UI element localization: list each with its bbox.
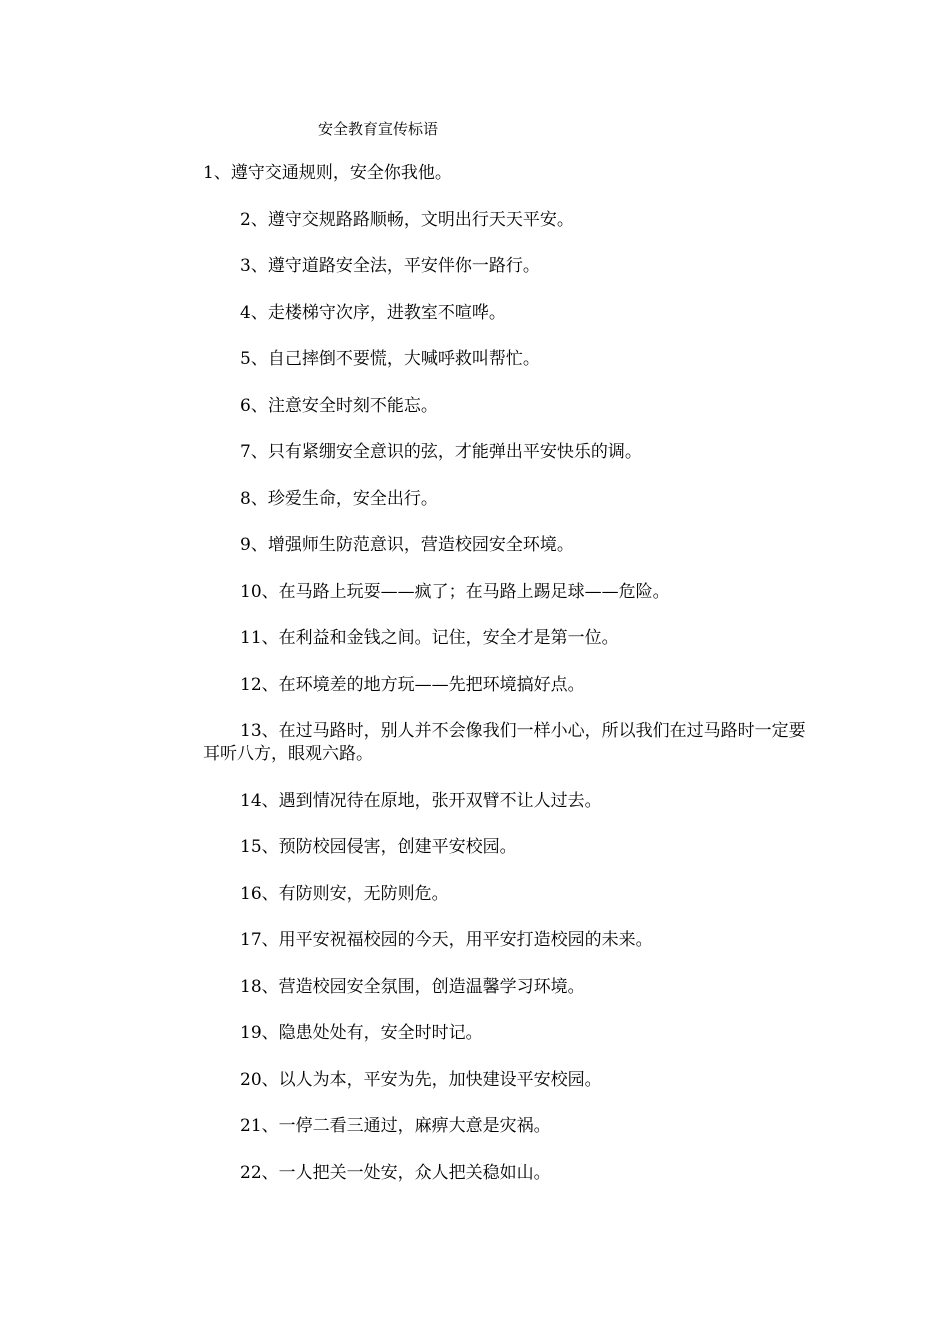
slogan-item: 22、一人把关一处安，众人把关稳如山。 <box>240 1162 551 1183</box>
slogan-item: 1、遵守交通规则，安全你我他。 <box>203 163 452 183</box>
slogan-item: 3、遵守道路安全法，平安伴你一路行。 <box>240 256 540 276</box>
slogan-item: 19、隐患处处有，安全时时记。 <box>240 1023 483 1043</box>
slogan-item: 21、一停二看三通过，麻痹大意是灾祸。 <box>240 1116 551 1136</box>
slogan-item: 12、在环境差的地方玩——先把环境搞好点。 <box>240 674 585 695</box>
slogan-item: 9、增强师生防范意识，营造校园安全环境。 <box>240 535 574 555</box>
slogan-item: 2、遵守交规路路顺畅，文明出行天天平安。 <box>240 209 574 230</box>
slogan-item: 7、只有紧绷安全意识的弦，才能弹出平安快乐的调。 <box>240 442 642 462</box>
slogan-item: 20、以人为本，平安为先，加快建设平安校园。 <box>240 1069 602 1090</box>
slogan-item: 14、遇到情况待在原地，张开双臂不让人过去。 <box>240 790 602 811</box>
slogan-item: 18、营造校园安全氛围，创造温馨学习环境。 <box>240 976 585 997</box>
slogan-item: 16、有防则安，无防则危。 <box>240 883 449 904</box>
slogan-list <box>203 162 823 1208</box>
document-title: 安全教育宣传标语 <box>318 120 439 138</box>
slogan-item: 8、珍爱生命，安全出行。 <box>240 488 438 509</box>
slogan-item: 10、在马路上玩耍——疯了；在马路上踢足球——危险。 <box>240 581 670 602</box>
slogan-item: 17、用平安祝福校园的今天，用平安打造校园的未来。 <box>240 930 653 950</box>
slogan-item: 11、在利益和金钱之间。记住，安全才是第一位。 <box>240 628 619 648</box>
slogan-item: 15、预防校园侵害，创建平安校园。 <box>240 837 517 857</box>
slogan-item: 6、注意安全时刻不能忘。 <box>240 395 438 416</box>
slogan-item: 4、走楼梯守次序，进教室不喧哗。 <box>240 302 506 323</box>
slogan-item: 5、自己摔倒不要慌，大喊呼救叫帮忙。 <box>240 349 540 369</box>
slogan-item: 13、在过马路时，别人并不会像我们一样小心，所以我们在过马路时一定要耳听八方，眼观六路。 <box>203 721 806 764</box>
